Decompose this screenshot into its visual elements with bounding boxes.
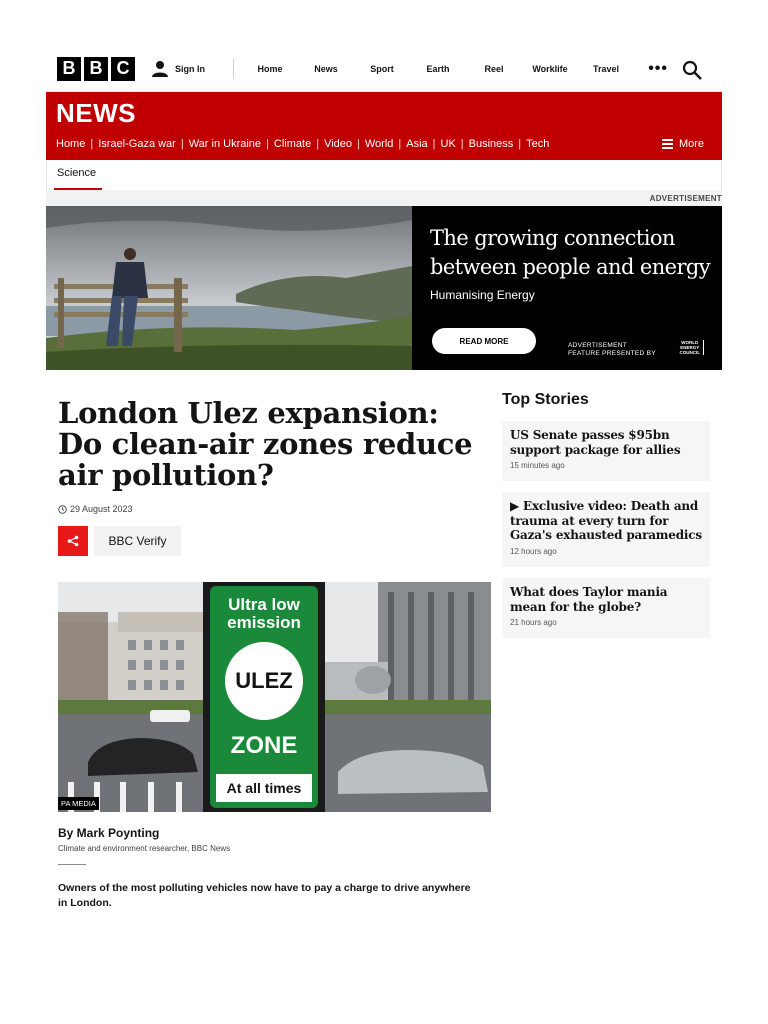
sign-ulez: ULEZ [235,668,293,693]
article-headline: London Ulez expansion: Do clean-air zones reduce air pollution? [58,396,473,492]
top-story-time: 12 hours ago [510,546,557,556]
top-story-time: 21 hours ago [510,618,557,627]
divider [233,59,234,79]
section-ukraine[interactable]: War in Ukraine [188,138,262,150]
top-story-time: 15 minutes ago [510,461,565,470]
section-israel-gaza[interactable]: Israel-Gaza war [98,138,176,150]
ulez-roundel [225,642,303,720]
section-business[interactable]: Business [468,138,514,150]
section-video[interactable]: Video [324,138,352,150]
subsection-science[interactable]: Science [57,167,97,179]
logo-letter: B [84,57,108,81]
ad-read-more-button[interactable]: READ MORE [432,328,536,354]
hamburger-icon [662,139,673,149]
bbc-masthead [46,46,722,92]
date-text: 29 August 2023 [70,504,133,514]
news-brand[interactable]: NEWS [56,98,136,128]
sign-times: At all times [216,774,312,802]
section-tech[interactable]: Tech [526,138,550,150]
section-asia[interactable]: Asia [406,138,428,150]
bbc-verify-tag[interactable]: BBC Verify [94,526,181,556]
section-uk[interactable]: UK [440,138,456,150]
nav-travel[interactable]: Travel [592,63,620,74]
top-story-headline: ▶ Exclusive video: Death and trauma at every turn for Gaza's exhausted paramedics [510,499,702,542]
ad-headline: The growing connection between people and energy [430,226,711,279]
active-indicator [54,188,102,190]
section-climate[interactable]: Climate [273,138,312,150]
bbc-logo[interactable] [57,57,135,81]
news-header [46,92,722,160]
top-story-headline: What does Taylor mania mean for the globe? [510,585,668,614]
nav-news[interactable]: News [314,63,338,74]
top-story-card[interactable] [502,421,710,481]
top-stories-heading: Top Stories [502,391,589,408]
author-name: By Mark Poynting [58,826,160,840]
sign-line-2: emission [227,613,301,632]
top-story-card[interactable] [502,492,710,567]
nav-earth[interactable]: Earth [426,63,450,74]
primary-nav [242,64,634,74]
section-world[interactable]: World [364,138,394,150]
search-icon[interactable] [682,60,702,80]
ulez-sign [210,586,318,808]
section-more-button[interactable] [662,138,704,150]
article-date [58,504,133,514]
more-menu-icon[interactable]: ••• [648,60,668,77]
nav-reel[interactable]: Reel [484,63,504,74]
news-section-nav: Home | Israel-Gaza war | War in Ukraine | Climate | Video | World | Asia | UK | Business | Tech [56,138,554,150]
ad-feature-label: ADVERTISEMENT FEATURE PRESENTED BY [568,342,656,357]
top-story-card[interactable] [502,578,710,638]
top-story-headline: US Senate passes $95bn support package for allies [510,428,681,457]
sign-in-label: Sign In [175,63,205,74]
advertisement[interactable] [46,206,722,370]
section-home[interactable]: Home [56,138,86,150]
sign-line-1: Ultra low [228,595,300,614]
ad-copy [412,206,722,370]
share-icon [67,535,79,547]
sign-zone: ZONE [230,732,298,759]
nav-worklife[interactable]: Worklife [532,63,568,74]
byline-divider [58,864,86,865]
share-button[interactable] [58,526,88,556]
nav-sport[interactable]: Sport [370,63,394,74]
nav-home[interactable]: Home [257,63,283,74]
clock-icon [58,505,67,514]
logo-letter: C [111,57,135,81]
page-frame [46,46,722,370]
ad-label: ADVERTISEMENT [46,190,722,206]
image-credit: PA MEDIA [58,797,99,810]
ad-photo [46,206,412,370]
subsection-nav [46,160,722,190]
article-standfirst: Owners of the most polluting vehicles now have to pay a charge to drive anywhere in London. [58,882,471,909]
ad-subhead: Humanising Energy [430,288,535,302]
logo-letter: B [57,57,81,81]
more-label: More [678,138,704,150]
ad-sponsor-logo: WORLD ENERGY COUNCIL [680,340,705,355]
article-hero-image [58,582,491,812]
user-icon [151,60,169,78]
sign-in-link[interactable] [151,60,205,78]
author-role: Climate and environment researcher, BBC News [58,844,231,853]
